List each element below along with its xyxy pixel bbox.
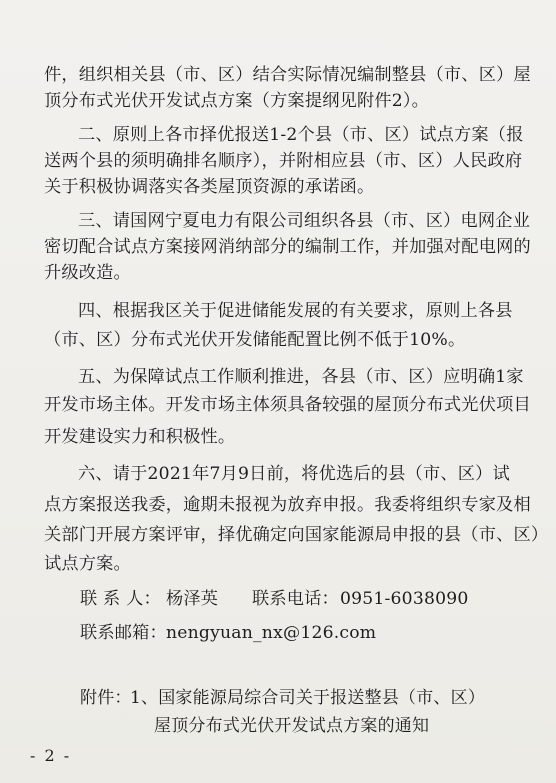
paragraph-6-line-3: 关部门开展方案评审，择优确定向国家能源局申报的县（市、区） (44, 525, 549, 545)
paragraph-2-line-3: 关于积极协调落实各类屋顶资源的承诺函。 (44, 177, 375, 197)
attachment-label: 附件： (80, 688, 132, 708)
paragraph-2-line-2: 送两个县的须明确排名顺序），并附相应县（市、区）人民政府 (44, 151, 523, 171)
paragraph-1-line-2: 顶分布式光伏开发试点方案（方案提纲见附件2）。 (44, 91, 430, 111)
paragraph-3-line-1: 三、请国网宁夏电力有限公司组织各县（市、区）电网企业 (78, 211, 531, 231)
contact-person: 杨泽英 (166, 589, 219, 609)
contact-email-label: 联系邮箱： (80, 623, 167, 643)
paragraph-5-line-3: 开发建设实力和积极性。 (44, 427, 236, 447)
paragraph-6-line-1: 六、请于2021年7月9日前，将优选后的县（市、区）试 (78, 464, 510, 484)
page-number: - 2 - (30, 746, 72, 765)
contact-phone-label: 联系电话： (252, 589, 339, 609)
paragraph-1-line-1: 件，组织相关县（市、区）结合实际情况编制整县（市、区）屋 (44, 65, 531, 85)
paragraph-3-line-2: 密切配合试点方案接网消纳部分的编制工作，并加强对配电网的 (44, 237, 531, 257)
attachment-item-1-line-2: 屋顶分布式光伏开发试点方案的通知 (154, 716, 430, 736)
paragraph-6-line-4: 试点方案。 (44, 554, 131, 574)
paragraph-5-line-2: 开发市场主体。开发市场主体须具备较强的屋顶分布式光伏项目 (44, 395, 531, 415)
contact-email: nengyuan_nx@126.com (166, 623, 377, 643)
paragraph-4-line-1: 四、根据我区关于促进储能发展的有关要求，原则上各县 (78, 301, 513, 321)
paragraph-4-line-2: （市、区）分布式光伏开发储能配置比例不低于10%。 (44, 330, 466, 350)
paragraph-5-line-1: 五、为保障试点工作顺利推进，各县（市、区）应明确1家 (78, 367, 524, 387)
paragraph-2-line-1: 二、原则上各市择优报送1-2个县（市、区）试点方案（报 (78, 125, 524, 145)
contact-person-label: 联 系 人： (80, 589, 161, 609)
paragraph-3-line-3: 升级改造。 (44, 263, 131, 283)
paragraph-6-line-2: 点方案报送我委，逾期未报视为放弃申报。我委将组织专家及相 (44, 495, 531, 515)
attachment-item-1-line-1: 1、国家能源局综合司关于报送整县（市、区） (130, 688, 486, 708)
contact-phone: 0951-6038090 (340, 589, 469, 609)
